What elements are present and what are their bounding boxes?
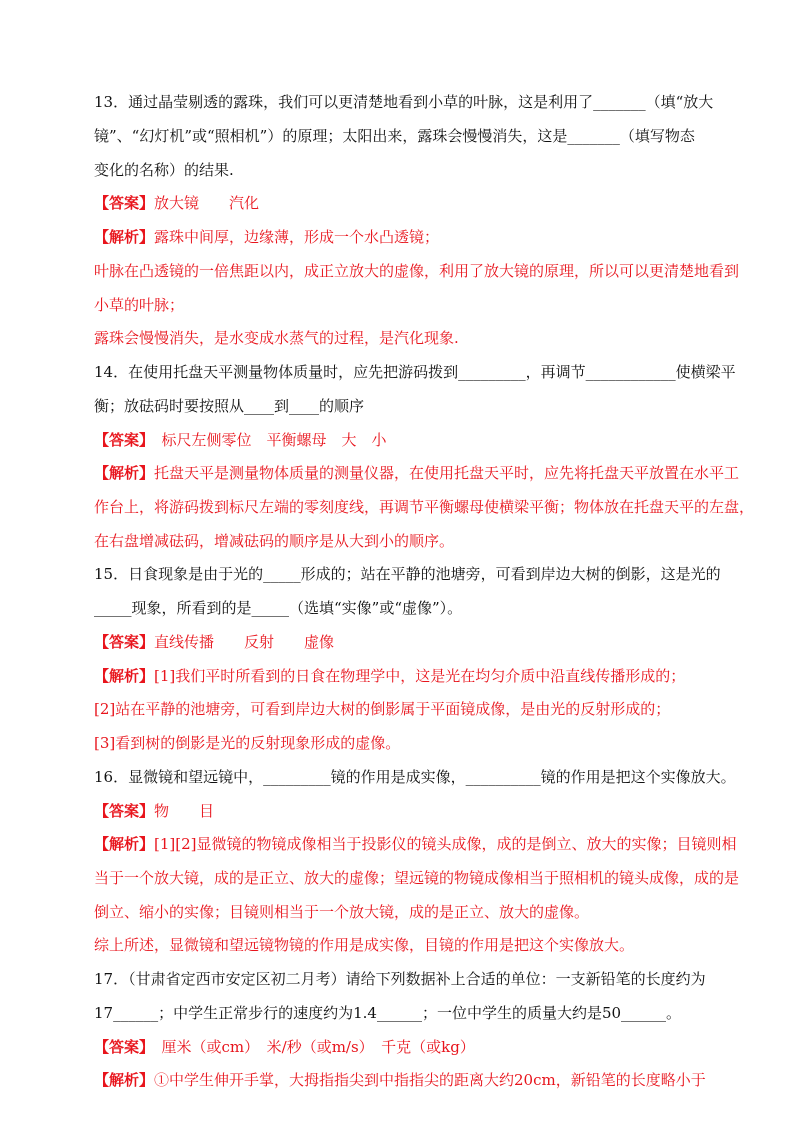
answer-tag: 【答案】 (94, 1038, 147, 1056)
analysis-tag: 【解析】 (94, 1071, 155, 1089)
q14-line-1: 14．在使用托盘天平测量物体质量时，应先把游码拨到_________，再调节____________使横梁平 (94, 363, 736, 381)
q17-line-1: 17．（甘肃省定西市安定区初二月考）请给下列数据补上合适的单位：一支新铅笔的长度约为 (94, 970, 706, 988)
q15-analysis-3: [3]看到树的倒影是光的反射现象形成的虚像。 (94, 734, 401, 752)
q13-line-1: 13．通过晶莹剔透的露珠，我们可以更清楚地看到小草的叶脉，这是利用了_______（填“放大 (94, 93, 714, 111)
answer-tag: 【答案】 (94, 633, 155, 651)
q16-analysis-1: 【解析】[1][2]显微镜的物镜成像相当于投影仪的镜头成像，成的是倒立、放大的实像；目镜则相 (94, 835, 737, 853)
q13-line-2: 镜”、“幻灯机”或“照相机”）的原理；太阳出来，露珠会慢慢消失，这是_______（填写物态 (94, 127, 695, 145)
q17-analysis-1: 【解析】①中学生伸开手掌，大拇指指尖到中指指尖的距离大约20cm，新铅笔的长度略小于 (94, 1071, 706, 1089)
q14-answer: 【答案】 标尺左侧零位 平衡螺母 大 小 (94, 431, 387, 449)
q13-analysis-1: 【解析】露珠中间厚，边缘薄，形成一个水凸透镜； (94, 228, 440, 246)
q13-line-3: 变化的名称）的结果. (94, 161, 234, 179)
analysis-tag: 【解析】 (94, 835, 155, 853)
q14-analysis-1: 【解析】托盘天平是测量物体质量的测量仪器，在使用托盘天平时，应先将托盘天平放置在水平工 (94, 464, 740, 482)
answer-tag: 【答案】 (94, 802, 155, 820)
q16-answer: 【答案】物 目 (94, 802, 215, 820)
q13-analysis-2: 叶脉在凸透镜的一倍焦距以内，成正立放大的虚像，利用了放大镜的原理，所以可以更清楚地看到 (94, 262, 740, 280)
analysis-tag: 【解析】 (94, 228, 155, 246)
q13-analysis-4: 露珠会慢慢消失，是水变成水蒸气的过程，是汽化现象. (94, 329, 459, 347)
q15-line-2: _____现象，所看到的是_____（选填“实像”或“虚像”）。 (94, 599, 463, 617)
q15-answer: 【答案】直线传播 反射 虚像 (94, 633, 335, 651)
q16-line-1: 16．显微镜和望远镜中，_________镜的作用是成实像，__________镜的作用是把这个实像放大。 (94, 768, 736, 786)
q16-analysis-3: 倒立、缩小的实像；目镜则相当于一个放大镜，成的是正立、放大的虚像。 (94, 903, 590, 921)
answer-tag: 【答案】 (94, 194, 155, 212)
analysis-tag: 【解析】 (94, 667, 155, 685)
q15-analysis-2: [2]站在平静的池塘旁，可看到岸边大树的倒影属于平面镜成像，是由光的反射形成的； (94, 700, 671, 718)
q16-analysis-4: 综上所述，显微镜和望远镜物镜的作用是成实像，目镜的作用是把这个实像放大。 (94, 936, 635, 954)
q17-answer: 【答案】 厘米（或cm） 米/秒（或m/s） 千克（或kg） (94, 1038, 475, 1056)
q14-line-2: 衡；放砝码时要按照从____到____的顺序 (94, 397, 365, 415)
q13-answer: 【答案】放大镜 汽化 (94, 194, 260, 212)
q14-analysis-3: 在右盘增减砝码，增减砝码的顺序是从大到小的顺序。 (94, 532, 455, 550)
q15-line-1: 15．日食现象是由于光的_____形成的；站在平静的池塘旁，可看到岸边大树的倒影，这是光的 (94, 565, 721, 583)
answer-tag: 【答案】 (94, 431, 147, 449)
q16-analysis-2: 当于一个放大镜，成的是正立、放大的虚像；望远镜的物镜成像相当于照相机的镜头成像，成的是 (94, 869, 740, 887)
q14-analysis-2: 作台上，将游码拨到标尺左端的零刻度线，再调节平衡螺母使横梁平衡；物体放在托盘天平的左盘， (94, 498, 755, 516)
analysis-tag: 【解析】 (94, 464, 155, 482)
q13-analysis-3: 小草的叶脉； (94, 296, 185, 314)
q17-line-2: 17______；中学生正常步行的速度约为1.4______；一位中学生的质量大约是50______。 (94, 1004, 682, 1022)
q15-analysis-1: 【解析】[1]我们平时所看到的日食在物理学中，这是光在均匀介质中沿直线传播形成的； (94, 667, 686, 685)
